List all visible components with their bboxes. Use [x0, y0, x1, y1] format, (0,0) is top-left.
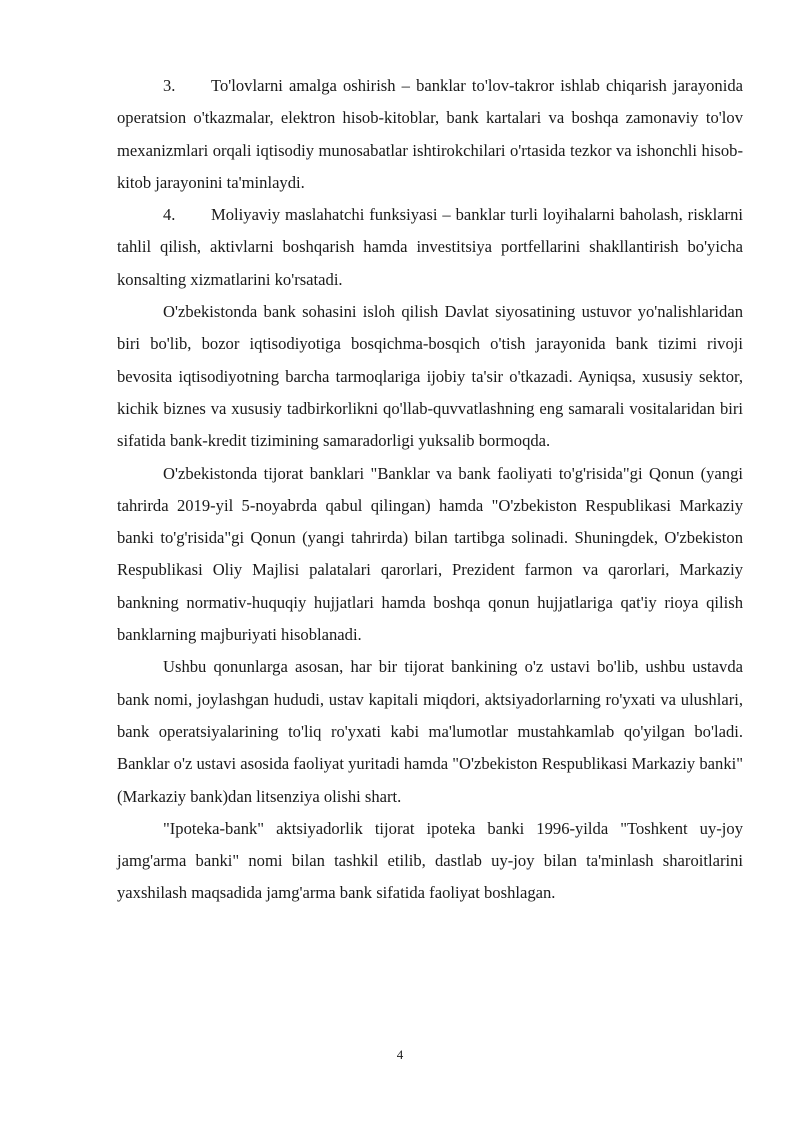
- paragraph-legal-basis: O'zbekistonda tijorat banklari "Banklar va bank faoliyati to'g'risida"gi Qonun (yangi tahrirda 2019-yil 5-noyabrda qabul qilingan) hamda "O'zbekiston Respublikasi Markaziy banki to'g'risida"gi Qonun (yangi tahrirda) bilan tartibga solinadi. Shuningdek, O'zbekiston Respublikasi Oliy Majlisi palatalari qarorlari, Prezident farmon va qarorlari, Markaziy bankning normativ-huquqiy hujjatlari hamda boshqa qonun hujjatlariga qat'iy rioya qilish banklarning majburiyati hisoblanadi.: [117, 463, 743, 645]
- list-item-number: 3.: [163, 76, 176, 95]
- list-item-text: Moliyaviy maslahatchi funksiyasi – banklar turli loyihalarni baholash, risklarni tahlil qilish, aktivlarni boshqarish hamda investitsiya portfellarini shakllantirish bo'yicha konsalting xizmatlarini ko'rsatadi.: [117, 205, 743, 289]
- paragraph-bank-reform: O'zbekistonda bank sohasini isloh qilish Davlat siyosatining ustuvor yo'nalishlaridan biri bo'lib, bozor iqtisodiyotiga bosqichma-bosqich o'tish jarayonida bank tizimi rivoji bevosita iqtisodiyotning barcha tarmoqlariga ijobiy ta'sir o'tkazadi. Ayniqsa, xususiy sektor, kichik biznes va xususiy tadbirkorlikni qo'llab-quvvatlashning eng samarali vositalaridan biri sifatida bank-kredit tizimining samaradorligi yuksalib bormoqda.: [117, 302, 743, 451]
- list-item-4: [117, 199, 743, 296]
- list-item-3: [117, 70, 743, 199]
- list-item-number: 4.: [163, 205, 176, 225]
- page-number: 4: [396, 1047, 404, 1062]
- document-body: [117, 70, 743, 910]
- list-item-text: To'lovlarni amalga oshirish – banklar to'lov-takror ishlab chiqarish jarayonida operatsion o'tkazmalar, elektron hisob-kitoblar, bank kartalari va boshqa zamonaviy to'lov mexanizmlari orqali iqtisodiy munosabatlar ishtirokchilari o'rtasida tezkor va ishonchli hisob-kitob jarayonini ta'minlaydi.: [117, 76, 743, 192]
- paragraph-bank-charter: Ushbu qonunlarga asosan, har bir tijorat bankining o'z ustavi bo'lib, ushbu ustavda bank nomi, joylashgan hududi, ustav kapitali miqdori, aktsiyadorlarning ro'yxati va ulushlari, bank operatsiyalarining to'liq ro'yxati kabi ma'lumotlar mustahkamlab qo'yilgan bo'ladi. Banklar o'z ustavi asosida faoliyat yuritadi hamda "O'zbekiston Respublikasi Markaziy banki" (Markaziy bank)dan litsenziya olishi shart.: [117, 657, 743, 806]
- paragraph-ipoteka-bank: "Ipoteka-bank" aktsiyadorlik tijorat ipoteka banki 1996-yilda "Toshkent uy-joy jamg'arma banki" nomi bilan tashkil etilib, dastlab uy-joy bilan ta'minlash sharoitlarini yaxshilash maqsadida jamg'arma bank sifatida faoliyat boshlagan.: [117, 818, 743, 903]
